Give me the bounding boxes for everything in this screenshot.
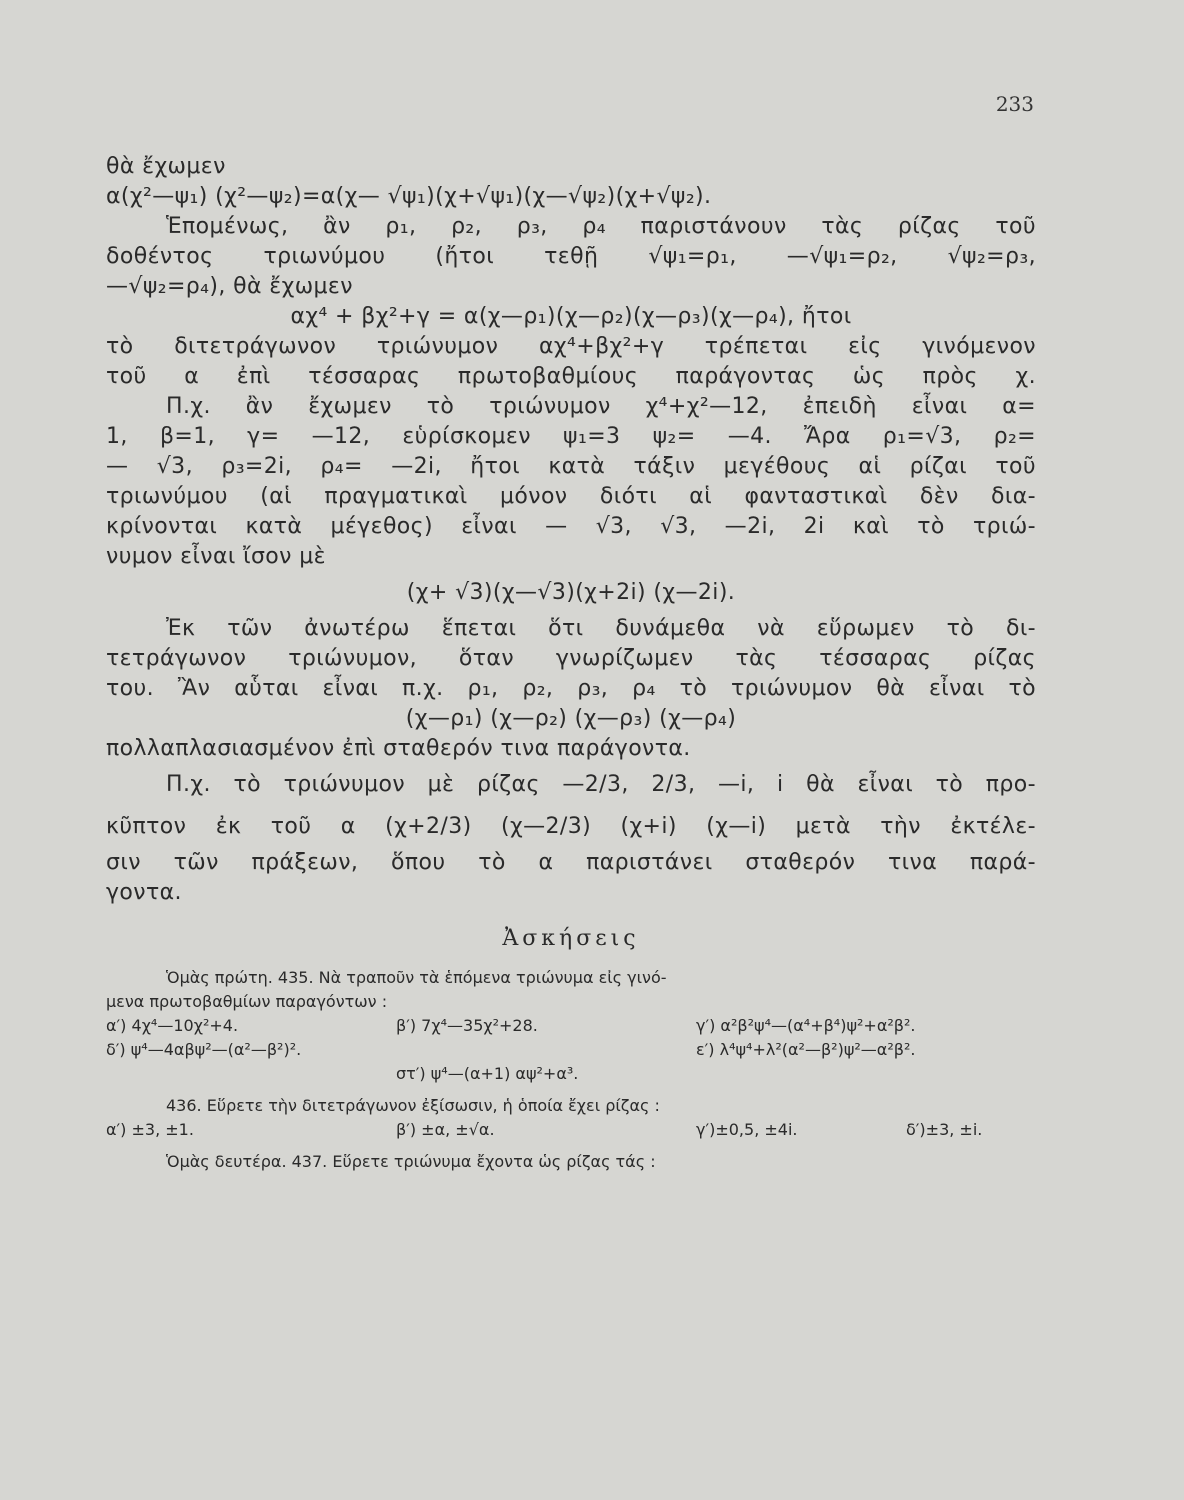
text-line: τετράγωνον τριώνυμον, ὅταν γνωρίζωμεν τὰς τέσσαρας ρίζας [106,646,1036,671]
text-line: κρίνονται κατὰ μέγεθος) εἶναι — √3, √3, —2i, 2i καὶ τὸ τριώ- [106,514,1036,539]
text-line: σιν τῶν πράξεων, ὅπου τὸ α παριστάνει σταθερόν τινα παρά- [106,850,1036,875]
exercise-item: ε′) λ⁴ψ⁴+λ²(α²—β²)ψ²—α²β². [696,1040,916,1059]
equation-line: αχ⁴ + βχ²+γ = α(χ—ρ₁)(χ—ρ₂)(χ—ρ₃)(χ—ρ₄), ἤτοι [290,304,852,329]
exercise-text: μενα πρωτοβαθμίων παραγόντων : [106,992,388,1011]
exercise-row [106,1118,1036,1142]
exercise-item: β′) ±α, ±√α. [396,1120,495,1139]
exercise-group-title: Ὁμὰς πρώτη. 435. Νὰ τραποῦν τὰ ἑπόμενα τριώνυμα εἰς γινό- [166,968,667,987]
text-line: πολλαπλασιασμένον ἐπὶ σταθερόν τινα παράγοντα. [106,736,691,761]
page-number: 233 [995,92,1034,116]
exercise-item: β′) 7χ⁴—35χ²+28. [396,1016,538,1035]
text-line: νυμον εἶναι ἴσον μὲ [106,544,326,569]
exercise-item: α′) 4χ⁴—10χ²+4. [106,1016,239,1035]
text-line: τὸ διτετράγωνον τριώνυμον αχ⁴+βχ²+γ τρέπεται εἰς γινόμενον [106,334,1036,359]
text-line: δοθέντος τριωνύμου (ἤτοι τεθῇ √ψ₁=ρ₁, —√ψ₁=ρ₂, √ψ₂=ρ₃, [106,244,1036,269]
exercise-text: 436. Εὕρετε τὴν διτετράγωνον ἐξίσωσιν, ἡ ὁποία ἔχει ρίζας : [166,1096,660,1115]
text-line: 1, β=1, γ= —12, εὑρίσκομεν ψ₁=3 ψ₂= —4. Ἄρα ρ₁=√3, ρ₂= [106,424,1036,449]
text-line: του. Ἂν αὗται εἶναι π.χ. ρ₁, ρ₂, ρ₃, ρ₄ τὸ τριώνυμον θὰ εἶναι τὸ [106,676,1036,701]
text-line: κῦπτον ἐκ τοῦ α (χ+2/3) (χ—2/3) (χ+i) (χ—i) μετὰ τὴν ἐκτέλε- [106,814,1036,839]
text-line: Ἐκ τῶν ἀνωτέρω ἕπεται ὅτι δυνάμεθα νὰ εὕρωμεν τὸ δι- [166,616,1036,641]
exercise-item: δ′)±3, ±i. [906,1120,983,1139]
exercise-item: δ′) ψ⁴—4αβψ²—(α²—β²)². [106,1040,302,1059]
exercise-item: στ′) ψ⁴—(α+1) αψ²+α³. [396,1064,579,1083]
text-line: Ἑπομένως, ἂν ρ₁, ρ₂, ρ₃, ρ₄ παριστάνουν τὰς ρίζας τοῦ [166,214,1036,239]
text-line: Π.χ. τὸ τριώνυμον μὲ ρίζας —2/3, 2/3, —i, i θὰ εἶναι τὸ προ- [166,772,1036,797]
exercise-row [106,1014,1036,1038]
equation-line: (χ+ √3)(χ—√3)(χ+2i) (χ—2i). [406,580,736,605]
text-line: —√ψ₂=ρ₄), θὰ ἔχωμεν [106,274,353,299]
text-line: Π.χ. ἂν ἔχωμεν τὸ τριώνυμον χ⁴+χ²—12, ἐπειδὴ εἶναι α= [166,394,1036,419]
text-line: τοῦ α ἐπὶ τέσσαρας πρωτοβαθμίους παράγοντας ὡς πρὸς χ. [106,364,1036,389]
text-line: τριωνύμου (αἱ πραγματικαὶ μόνον διότι αἱ φανταστικαὶ δὲν δια- [106,484,1036,509]
text-line: θὰ ἔχωμεν [106,154,226,179]
exercise-item: α′) ±3, ±1. [106,1120,194,1139]
text-line: γοντα. [106,880,182,905]
equation-line: α(χ²—ψ₁) (χ²—ψ₂)=α(χ— √ψ₁)(χ+√ψ₁)(χ—√ψ₂)(χ+√ψ₂). [106,184,712,209]
exercise-item: γ′)±0,5, ±4i. [696,1120,798,1139]
exercise-row [106,1038,1036,1062]
body-text [106,152,1036,1174]
section-heading: Ἀσκήσεις [502,926,640,951]
exercise-group-title: Ὁμὰς δευτέρα. 437. Εὕρετε τριώνυμα ἔχοντα ὡς ρίζας τάς : [166,1152,656,1171]
equation-line: (χ—ρ₁) (χ—ρ₂) (χ—ρ₃) (χ—ρ₄) [405,706,737,731]
text-line: — √3, ρ₃=2i, ρ₄= —2i, ἤτοι κατὰ τάξιν μεγέθους αἱ ρίζαι τοῦ [106,454,1036,479]
exercise-item: γ′) α²β²ψ⁴—(α⁴+β⁴)ψ²+α²β². [696,1016,916,1035]
